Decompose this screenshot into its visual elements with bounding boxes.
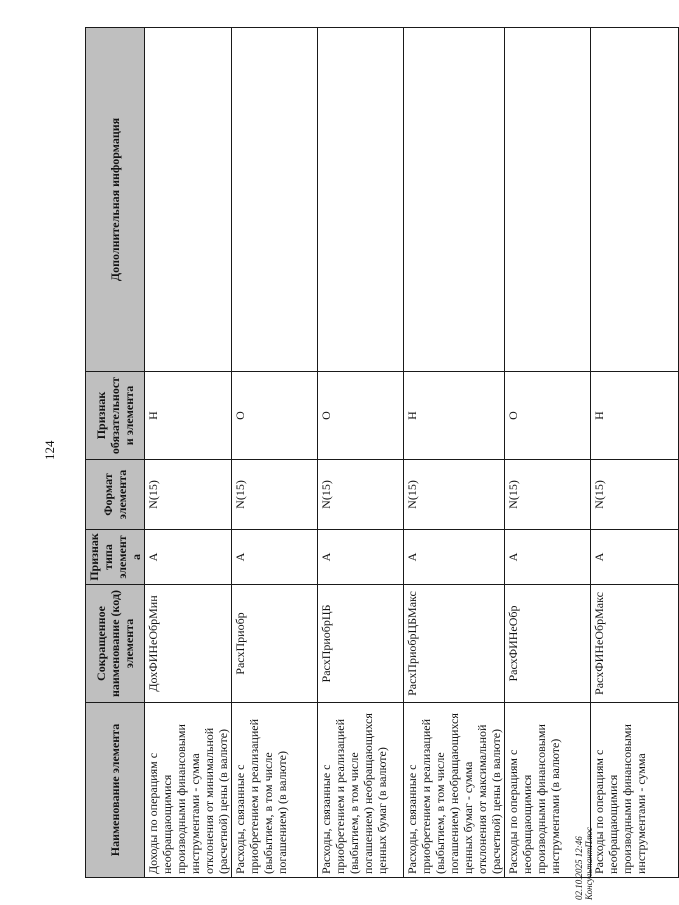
- table-header-row: [86, 28, 145, 878]
- cell-info: [591, 28, 679, 372]
- cell-info: [404, 28, 505, 372]
- header-element-format: Формат элемента: [86, 460, 145, 530]
- table-row: [591, 28, 679, 878]
- header-element-name: Наименование элемента: [86, 703, 145, 878]
- footer-date: 02.10.2025 12:46: [574, 836, 584, 900]
- cell-info: [505, 28, 591, 372]
- cell-info: [232, 28, 318, 372]
- table-row: [505, 28, 591, 878]
- cell-name: Расходы, связанные с приобретением и реализацией (выбытием, в том числе погашением) необращающихся ценных бумаг (в валюте): [318, 703, 404, 878]
- cell-required: Н: [404, 372, 505, 460]
- cell-type: А: [404, 530, 505, 585]
- cell-type: А: [591, 530, 679, 585]
- cell-code: РасхПриобр: [232, 585, 318, 703]
- cell-format: N(15): [505, 460, 591, 530]
- cell-format: N(15): [318, 460, 404, 530]
- cell-type: А: [505, 530, 591, 585]
- page-number: 124: [42, 440, 57, 460]
- cell-name: Расходы, связанные с приобретением и реализацией (выбытием, в том числе погашением) (в валюте): [232, 703, 318, 878]
- cell-required: Н: [145, 372, 232, 460]
- cell-required: Н: [591, 372, 679, 460]
- cell-type: А: [318, 530, 404, 585]
- cell-required: О: [318, 372, 404, 460]
- cell-name: Доходы по операциям с необращающимися производными финансовыми инструментами - сумма отклонения от минимальной (расчетной) цены (в валюте): [145, 703, 232, 878]
- table-row: [232, 28, 318, 878]
- header-additional-info: Дополнительная информация: [86, 28, 145, 372]
- cell-code: РасхПриобрЦБ: [318, 585, 404, 703]
- cell-type: А: [232, 530, 318, 585]
- table-row: [145, 28, 232, 878]
- footer-source: КонсультантПлюс: [584, 827, 594, 900]
- cell-name: Расходы по операциям с необращающимися производными финансовыми инструментами - сумма: [591, 703, 679, 878]
- table-row: [404, 28, 505, 878]
- elements-table: [85, 27, 679, 878]
- header-element-code: Сокращенное наименование (код) элемента: [86, 585, 145, 703]
- cell-code: ДохФИНеОбрМин: [145, 585, 232, 703]
- cell-format: N(15): [591, 460, 679, 530]
- cell-name: Расходы по операциям с необращающимися производными финансовыми инструментами (в валюте): [505, 703, 591, 878]
- cell-required: О: [505, 372, 591, 460]
- cell-code: РасхФИНеОбрМакс: [591, 585, 679, 703]
- cell-code: РасхПриобрЦБМакс: [404, 585, 505, 703]
- table-row: [318, 28, 404, 878]
- cell-info: [145, 28, 232, 372]
- cell-name: Расходы, связанные с приобретением и реализацией (выбытием, в том числе погашением) необращающихся ценных бумаг - сумма отклонения от максимальной (расчетной) цены (в валюте): [404, 703, 505, 878]
- cell-format: N(15): [232, 460, 318, 530]
- header-element-type: Признак типа элемента: [86, 530, 145, 585]
- footer-stamp: [574, 827, 594, 900]
- cell-code: РасхФИНеОбр: [505, 585, 591, 703]
- cell-info: [318, 28, 404, 372]
- cell-required: О: [232, 372, 318, 460]
- cell-type: А: [145, 530, 232, 585]
- header-element-required: Признак обязательности элемента: [86, 372, 145, 460]
- cell-format: N(15): [145, 460, 232, 530]
- cell-format: N(15): [404, 460, 505, 530]
